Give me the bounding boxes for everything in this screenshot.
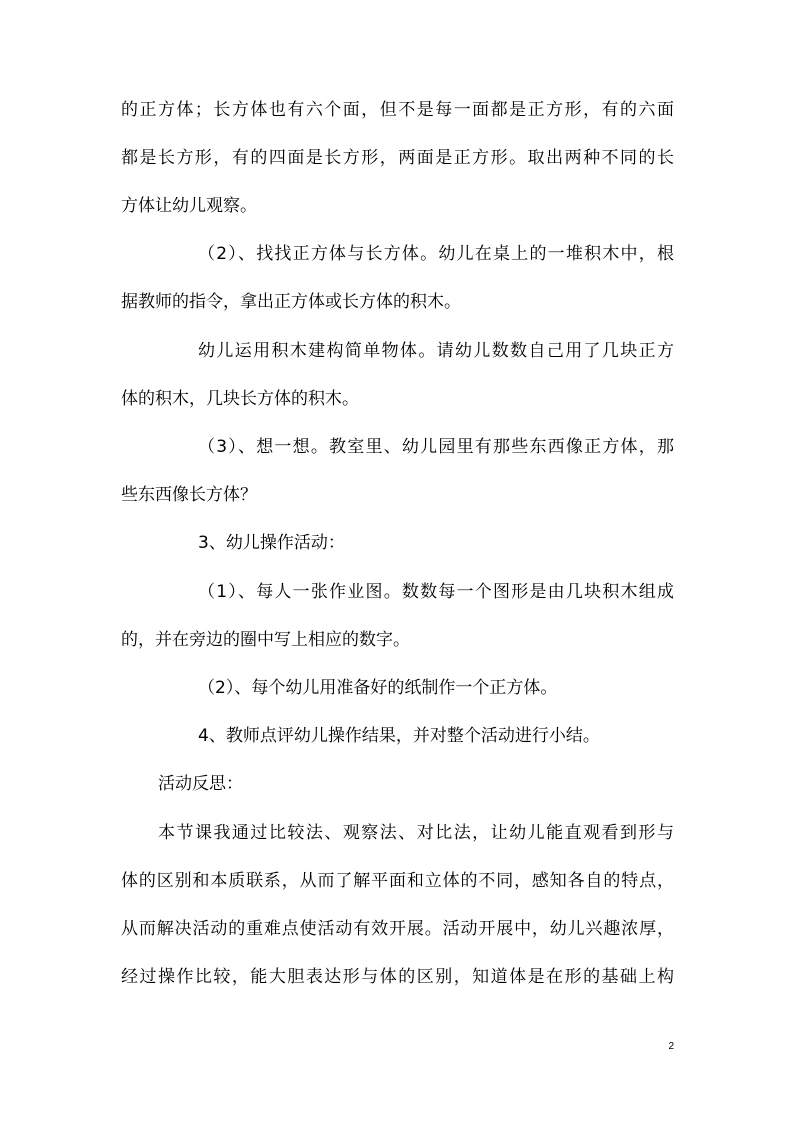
text-line: （2）、每个幼儿用准备好的纸制作一个正方体。 — [198, 678, 558, 698]
text-line: 的，并在旁边的圈中写上相应的数字。 — [121, 630, 410, 650]
text-line: 经过操作比较，能大胆表达形与体的区别，知道体是在形的基础上构 — [121, 967, 674, 987]
text-line: 些东西像长方体？ — [121, 485, 257, 505]
text-line: 方体让幼儿观察。 — [121, 196, 257, 216]
section-heading: 4、教师点评幼儿操作结果，并对整个活动进行小结。 — [198, 726, 600, 746]
page-number: 2 — [668, 1041, 674, 1052]
text-line: 从而解决活动的重难点使活动有效开展。活动开展中，幼儿兴趣浓厚， — [121, 919, 674, 939]
text-line: 体的积木，几块长方体的积木。 — [121, 389, 359, 409]
text-line: 都是长方形，有的四面是长方形，两面是正方形。取出两种不同的长 — [121, 148, 674, 168]
text-line: 本节课我通过比较法、观察法、对比法，让幼儿能直观看到形与 — [158, 823, 674, 843]
text-line: 体的区别和本质联系，从而了解平面和立体的不同，感知各自的特点， — [121, 871, 674, 891]
text-line: （3）、想一想。教室里、幼儿园里有那些东西像正方体，那 — [198, 437, 674, 457]
text-line: 的正方体；长方体也有六个面，但不是每一面都是正方形，有的六面 — [121, 100, 674, 120]
text-line: （1）、每人一张作业图。数数每一个图形是由几块积木组成 — [198, 582, 674, 602]
text-line: 幼儿运用积木建构简单物体。请幼儿数数自己用了几块正方 — [198, 341, 674, 361]
section-heading: 3、幼儿操作活动： — [198, 533, 345, 553]
text-line: （2）、找找正方体与长方体。幼儿在桌上的一堆积木中，根 — [198, 244, 674, 264]
section-heading: 活动反思： — [158, 774, 243, 794]
text-line: 据教师的指令，拿出正方体或长方体的积木。 — [121, 292, 461, 312]
